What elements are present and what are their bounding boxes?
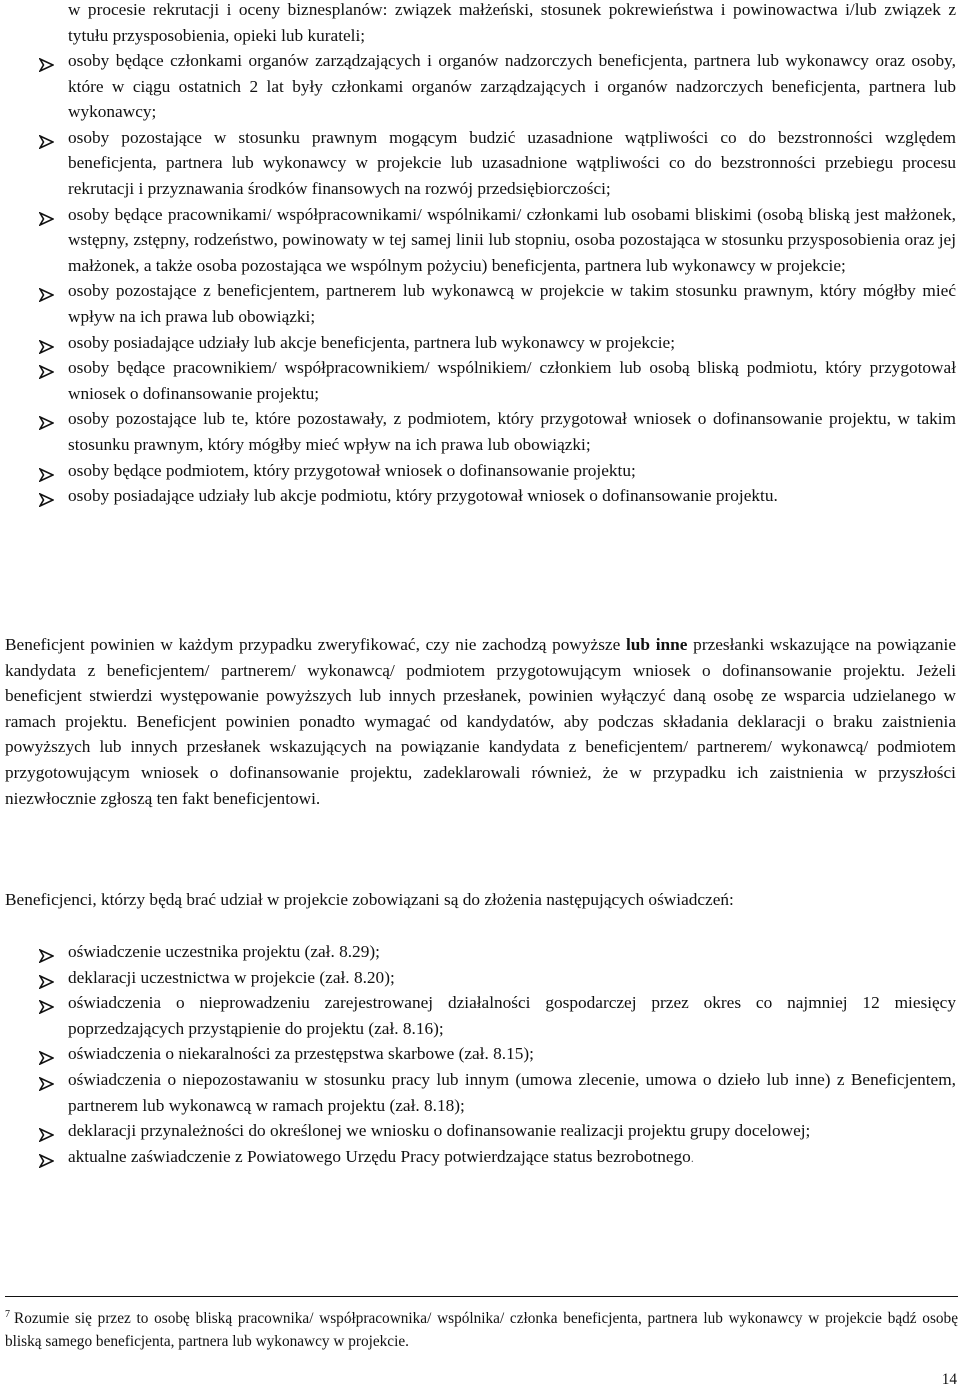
list-item-text: osoby pozostające z beneficjentem, partnerem lub wykonawcą w projekcie w takim stosunku prawnym, który mógłby mieć wpływ na ich prawa lub obowiązki; [68,281,956,326]
list-item [0,939,960,965]
arrowhead-bullet-icon [39,284,54,298]
list-item [0,48,960,125]
list-item [0,483,960,509]
paragraph-text-end: przesłanki wskazujące na powiązanie kandydata z beneficjentem/ partnerem/ wykonawcą/ podmiotem przygotowującym wniosek o dofinansowanie projektu. Jeżeli beneficjent stwierdzi występowanie powyższych lub innych przesłanek, powinien wyłączyć daną osobę ze wsparcia udzielanego w ramach projektu. Beneficjent powinien ponadto wymagać od kandydatów, aby podczas składania deklaracji o braku zaistnienia powyższych lub innych przesłanek wskazujących na powiązanie kandydata z beneficjentem/ partnerem/ wykonawcą/ podmiotem przygotowującym wniosek o dofinansowanie projektu, zadeklarowali również, że w przypadku ich zaistnienia w przyszłości niezwłocznie zgłoszą ten fakt beneficjentowi. [5,635,956,808]
list-item [0,1067,960,1118]
list-item [0,1144,960,1172]
list-item-text: osoby pozostające lub te, które pozostawały, z podmiotem, który przygotował wniosek o dofinansowanie projektu, w takim stosunku prawnym, który mógłby mieć wpływ na ich prawa lub obowiązki; [68,409,956,454]
list-item-text: osoby będące pracownikami/ współpracownikami/ wspólnikami/ członkami lub osobami bliskimi (osobą bliską jest małżonek, wstępny, zstępny, rodzeństwo, powinowaty w tej samej linii lub stopniu, osoba pozostająca w stosunku przysposobienia oraz jej małżonek, a także osoba pozostająca we wspólnym pożyciu) beneficjenta, partnera lub wykonawcy w projekcie; [68,204,956,275]
list-item-trailing-dot: . [690,1150,694,1165]
list-item-text: oświadczenia o nieprowadzeniu zarejestrowanej działalności gospodarczej przez okres co najmniej 12 miesięcy poprzedzających przystąpienie do projektu (zał. 8.16); [68,993,956,1038]
arrowhead-bullet-icon [39,336,54,350]
footnote-separator [5,1296,958,1297]
page-number: 14 [941,1371,957,1388]
list-item [0,965,960,991]
list-item-text: oświadczenia o niepozostawaniu w stosunku pracy lub innym (umowa zlecenie, umowa o dzieło lub inne) z Beneficjentem, partnerem lub wykonawcą w ramach projektu (zał. 8.18); [68,1069,956,1115]
declarations-list [0,939,960,1171]
list-item-text: osoby posiadające udziały lub akcje podmiotu, który przygotował wniosek o dofinansowanie projektu. [68,486,778,506]
list-item [0,458,960,484]
list-item-text: osoby pozostające w stosunku prawnym mogącym budzić uzasadnione wątpliwości co do bezstronności względem beneficjenta, partnera lub wykonawcy w projekcie lub uzasadnione wątpliwości co do bezstronności przebiegu procesu rekrutacji i przyznawania środków finansowych na rozwój przedsiębiorczości; [68,127,956,198]
list-item-text: osoby będące członkami organów zarządzających i organów nadzorczych beneficjenta, partnera lub wykonawcy oraz osoby, które w ciągu ostatnich 2 lat były członkami organów zarządzających i organów nadzorczych beneficjenta, partnera lub wykonawcy; [68,51,956,122]
list-item [0,1118,960,1144]
list-item [0,1041,960,1067]
list-item [0,278,960,329]
list-item-text: deklaracji przynależności do określonej we wniosku o dofinansowanie realizacji projektu grupy docelowej; [68,1121,811,1141]
list-item-text: osoby posiadające udziały lub akcje beneficjenta, partnera lub wykonawcy w projekcie; [68,332,676,352]
arrowhead-bullet-icon [39,412,54,426]
arrowhead-bullet-icon [39,464,54,478]
arrowhead-bullet-icon [39,1047,54,1061]
arrowhead-bullet-icon [39,1150,54,1164]
list-item [0,125,960,202]
arrowhead-bullet-icon [39,489,54,503]
verification-paragraph [5,632,956,811]
list-item [0,355,960,406]
arrowhead-bullet-icon [39,131,54,145]
footnote [5,1304,958,1353]
list-item-text: aktualne zaświadczenie z Powiatowego Urzędu Pracy potwierdzające status bezrobotnego [68,1146,691,1166]
list-item-continuation [0,0,960,48]
arrowhead-bullet-icon [39,208,54,222]
arrowhead-bullet-icon [39,996,54,1010]
list-item [0,406,960,457]
arrowhead-bullet-icon [39,361,54,375]
declarations-intro-paragraph: Beneficjenci, którzy będą brać udział w projekcie zobowiązani są do złożenia następujących oświadczeń: [5,890,734,909]
paragraph-text-start: Beneficjent powinien w każdym przypadku zweryfikować, czy nie zachodzą powyższe [5,635,626,654]
list-item [0,330,960,356]
footnote-marker: 7 [5,1309,10,1320]
list-item-text: osoby będące pracownikiem/ współpracownikiem/ wspólnikiem/ członkiem lub osobą bliską podmiotu, który przygotował wniosek o dofinansowanie projektu; [68,358,956,403]
list-item [0,990,960,1041]
list-item-text: w procesie rekrutacji i oceny biznesplanów: związek małżeński, stosunek pokrewieństwa i powinowactwa i/lub związek z tytułu przysposobienia, opieki lub kurateli; [68,0,956,45]
paragraph-bold-text: lub inne [626,635,688,654]
list-item-text: deklaracji uczestnictwa w projekcie (zał. 8.20); [68,967,395,987]
arrowhead-bullet-icon [39,1124,54,1138]
list-item-text: osoby będące podmiotem, który przygotował wniosek o dofinansowanie projektu; [68,460,636,480]
arrowhead-bullet-icon [39,54,54,68]
arrowhead-bullet-icon [39,1073,54,1087]
conflict-list [0,48,960,509]
list-item-text: oświadczenie uczestnika projektu (zał. 8.29); [68,942,380,961]
footnote-text: Rozumie się przez to osobę bliską pracownika/ współpracownika/ wspólnika/ członka beneficjenta, partnera lub wykonawcy w projekcie bądź osobę bliską samego beneficjenta, partnera lub wykonawcy w projekcie. [5,1310,958,1350]
arrowhead-bullet-icon [39,971,54,985]
list-item [0,202,960,279]
list-item-text: oświadczenia o niekaralności za przestępstwa skarbowe (zał. 8.15); [68,1044,534,1064]
arrowhead-bullet-icon [39,945,54,959]
list-continuation [0,0,960,48]
